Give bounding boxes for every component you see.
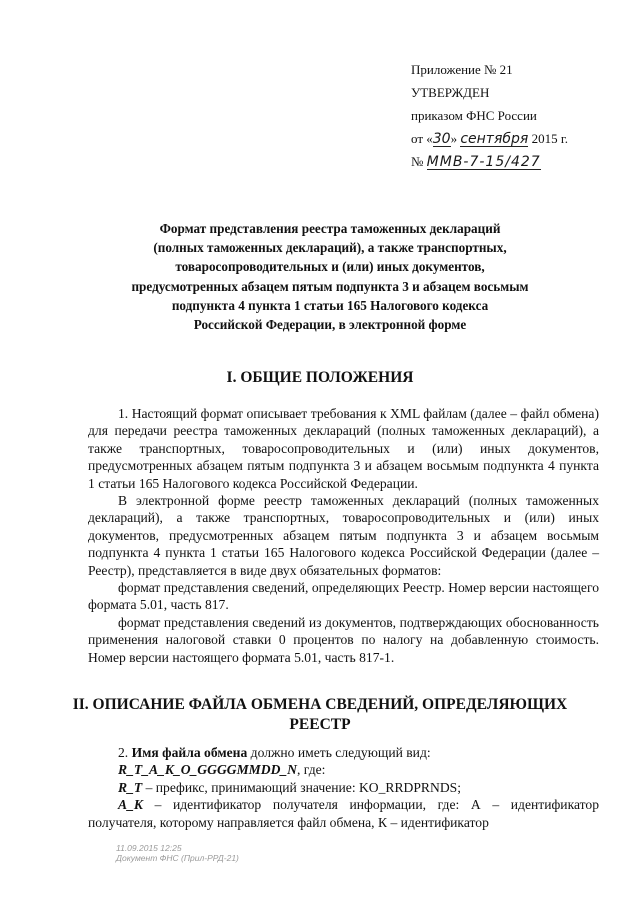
- paragraph: 2. Имя файла обмена должно иметь следующий вид:: [118, 745, 431, 760]
- title-line: предусмотренных абзацем пятым подпункта 3 и абзацем восьмым: [131, 278, 529, 294]
- number-value: ММВ-7-15/427: [426, 154, 541, 170]
- file-name-pattern: R_T_A_K_O_GGGGMMDD_N: [118, 762, 297, 778]
- paragraph: R_T – префикс, принимающий значение: KO_RRDPRNDS;: [118, 779, 461, 795]
- footer-timestamp: 11.09.2015 12:25: [116, 843, 182, 853]
- footer-doc-ref: Документ ФНС (Прил-РРД-21): [116, 853, 239, 863]
- file-name-term: Имя файла обмена: [131, 745, 248, 760]
- paragraph: формат представления сведений, определяющих Реестр. Номер версии настоящего формата 5.01, часть 817.: [88, 580, 599, 613]
- title-line: подпункта 4 пункта 1 статьи 165 Налогового кодекса: [171, 297, 489, 313]
- paragraph: В электронной форме реестр таможенных деклараций (полных таможенных деклараций), а также транспортных, товаросопроводительных и (или) иных документов, предусмотренных абзацем пятым подпункта 3 и абзацем восьмым подпункта 4 пункта 1 статьи 165 Налогового кодекса Российской Федерации (далее – Реестр), представляется в виде двух обязательных форматов:: [88, 493, 599, 578]
- section-1-heading: I. ОБЩИЕ ПОЛОЖЕНИЯ: [226, 369, 414, 386]
- title-line: Российской Федерации, в электронной форме: [193, 317, 467, 333]
- title-line: Формат представления реестра таможенных деклараций: [159, 221, 501, 236]
- section-2-body: [88, 744, 599, 831]
- paragraph: формат представления сведений из документов, подтверждающих обоснованность применения налоговой ставки 0 процентов по налогу на добавленную стоимость. Номер версии настоящего формата 5.01, часть 817-1.: [88, 614, 599, 665]
- section-1-body: [88, 405, 599, 666]
- order-label: приказом ФНС России: [411, 108, 537, 123]
- code-term: A_K: [118, 797, 143, 813]
- date-year: 2015 г.: [531, 131, 568, 146]
- paragraph: R_T_A_K_O_GGGGMMDD_N, где:: [118, 762, 326, 778]
- appendix-number: Приложение № 21: [411, 62, 513, 77]
- section-2-heading: [0, 695, 640, 735]
- date-day: 30: [432, 131, 451, 147]
- title-line: товаросопроводительных и (или) иных документов,: [175, 259, 485, 275]
- paragraph: A_K – идентификатор получателя информации, где: А – идентификатор получателя, которому направляется файл обмена, К – идентификатор: [88, 797, 599, 830]
- approved-label: УТВЕРЖДЕН: [411, 85, 490, 100]
- page-footer: [116, 843, 239, 863]
- date-prefix: от: [411, 131, 424, 146]
- order-date: от «30» сентября 2015 г.: [411, 131, 568, 147]
- document-title: [60, 219, 600, 334]
- title-line: (полных таможенных деклараций), а также транспортных,: [153, 240, 507, 256]
- code-term: R_T: [118, 779, 143, 795]
- number-prefix: №: [411, 154, 424, 169]
- section-2-heading-line: РЕЕСТР: [289, 716, 351, 733]
- approval-block: [411, 58, 568, 173]
- paragraph: 1. Настоящий формат описывает требования к XML файлам (далее – файл обмена) для передачи реестра таможенных деклараций (полных таможенных деклараций), а также транспортных, товаросопроводительных и (или) иных документов, предусмотренных абзацем пятым подпункта 3 и абзацем восьмым подпункта 4 пункта 1 статьи 165 Налогового кодекса Российской Федерации.: [88, 406, 599, 491]
- date-month: сентября: [460, 131, 529, 147]
- section-2-heading-line: II. ОПИСАНИЕ ФАЙЛА ОБМЕНА СВЕДЕНИЙ, ОПРЕДЕЛЯЮЩИХ: [72, 696, 568, 713]
- order-number: [411, 150, 568, 173]
